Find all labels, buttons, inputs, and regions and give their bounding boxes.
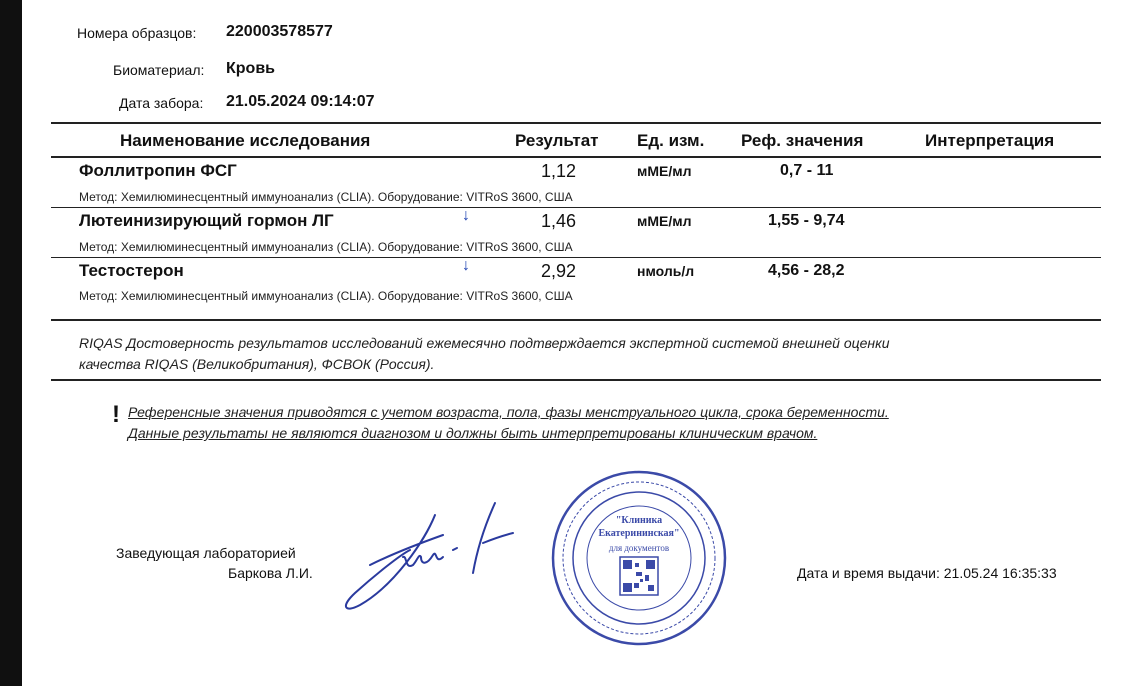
sample-number-label: Номера образцов: xyxy=(77,25,197,41)
lab-head-name: Баркова Л.И. xyxy=(228,565,313,581)
issue-datetime: Дата и время выдачи: 21.05.24 16:35:33 xyxy=(797,565,1057,581)
test-name: Тестостерон xyxy=(79,261,184,280)
test-reference: 0,7 - 11 xyxy=(780,162,834,179)
table-header-rule xyxy=(51,156,1101,158)
stamp-qr-code xyxy=(620,557,658,595)
stamp-text-line2: Екатерининская" xyxy=(598,528,680,539)
table-top-rule xyxy=(51,122,1101,124)
test-reference: 4,56 - 28,2 xyxy=(768,262,845,279)
biomaterial-label: Биоматериал: xyxy=(113,62,205,78)
column-header-interpretation: Интерпретация xyxy=(925,131,1055,150)
stamp xyxy=(548,467,730,649)
reference-note: Референсные значения приводятся с учетом возраста, пола, фазы менструального цикла, срока беременности. xyxy=(128,404,889,420)
low-value-arrow-icon: ↓ xyxy=(462,207,470,224)
stamp-text-line1: "Клиника xyxy=(615,515,663,526)
test-method: Метод: Хемилюминесцентный иммуноанализ (CLIA). Оборудование: VITRoS 3600, США xyxy=(79,240,573,254)
table-bottom-rule xyxy=(51,319,1101,321)
column-header-ref: Реф. значения xyxy=(741,131,864,150)
sample-number-value: 220003578577 xyxy=(226,23,333,40)
riqas-bottom-rule xyxy=(51,379,1101,381)
riqas-statement-line1: RIQAS Достоверность результатов исследований ежемесячно подтверждается экспертной системой внешней оценки xyxy=(79,335,890,351)
signature xyxy=(335,495,520,620)
diagnosis-disclaimer: Данные результаты не являются диагнозом и должны быть интерпретированы клиническим врачом. xyxy=(128,425,818,441)
riqas-statement-line2: качества RIQAS (Великобритания), ФСВОК (Россия). xyxy=(79,356,435,372)
column-header-result: Результат xyxy=(515,131,599,150)
exclamation-icon: ! xyxy=(112,401,120,428)
biomaterial-value: Кровь xyxy=(226,60,275,77)
test-result: 1,46 xyxy=(541,211,577,231)
row-divider xyxy=(51,207,1101,208)
column-header-unit: Ед. изм. xyxy=(637,131,705,150)
test-unit: нмоль/л xyxy=(637,263,695,279)
row-divider xyxy=(51,257,1101,258)
column-header-name: Наименование исследования xyxy=(120,131,371,150)
test-name: Лютеинизирующий гормон ЛГ xyxy=(79,211,334,230)
test-unit: мМЕ/мл xyxy=(637,163,692,179)
lab-head-position: Заведующая лабораторией xyxy=(116,545,296,561)
collection-date-label: Дата забора: xyxy=(119,95,204,111)
test-result: 1,12 xyxy=(541,161,577,181)
test-result: 2,92 xyxy=(541,261,577,281)
collection-date-value: 21.05.2024 09:14:07 xyxy=(226,93,375,110)
stamp-text-line3: для документов xyxy=(608,543,670,553)
test-reference: 1,55 - 9,74 xyxy=(768,212,845,229)
test-method: Метод: Хемилюминесцентный иммуноанализ (CLIA). Оборудование: VITRoS 3600, США xyxy=(79,190,573,204)
test-method: Метод: Хемилюминесцентный иммуноанализ (CLIA). Оборудование: VITRoS 3600, США xyxy=(79,289,573,303)
low-value-arrow-icon: ↓ xyxy=(462,257,470,274)
test-unit: мМЕ/мл xyxy=(637,213,692,229)
test-name: Фоллитропин ФСГ xyxy=(79,161,237,180)
